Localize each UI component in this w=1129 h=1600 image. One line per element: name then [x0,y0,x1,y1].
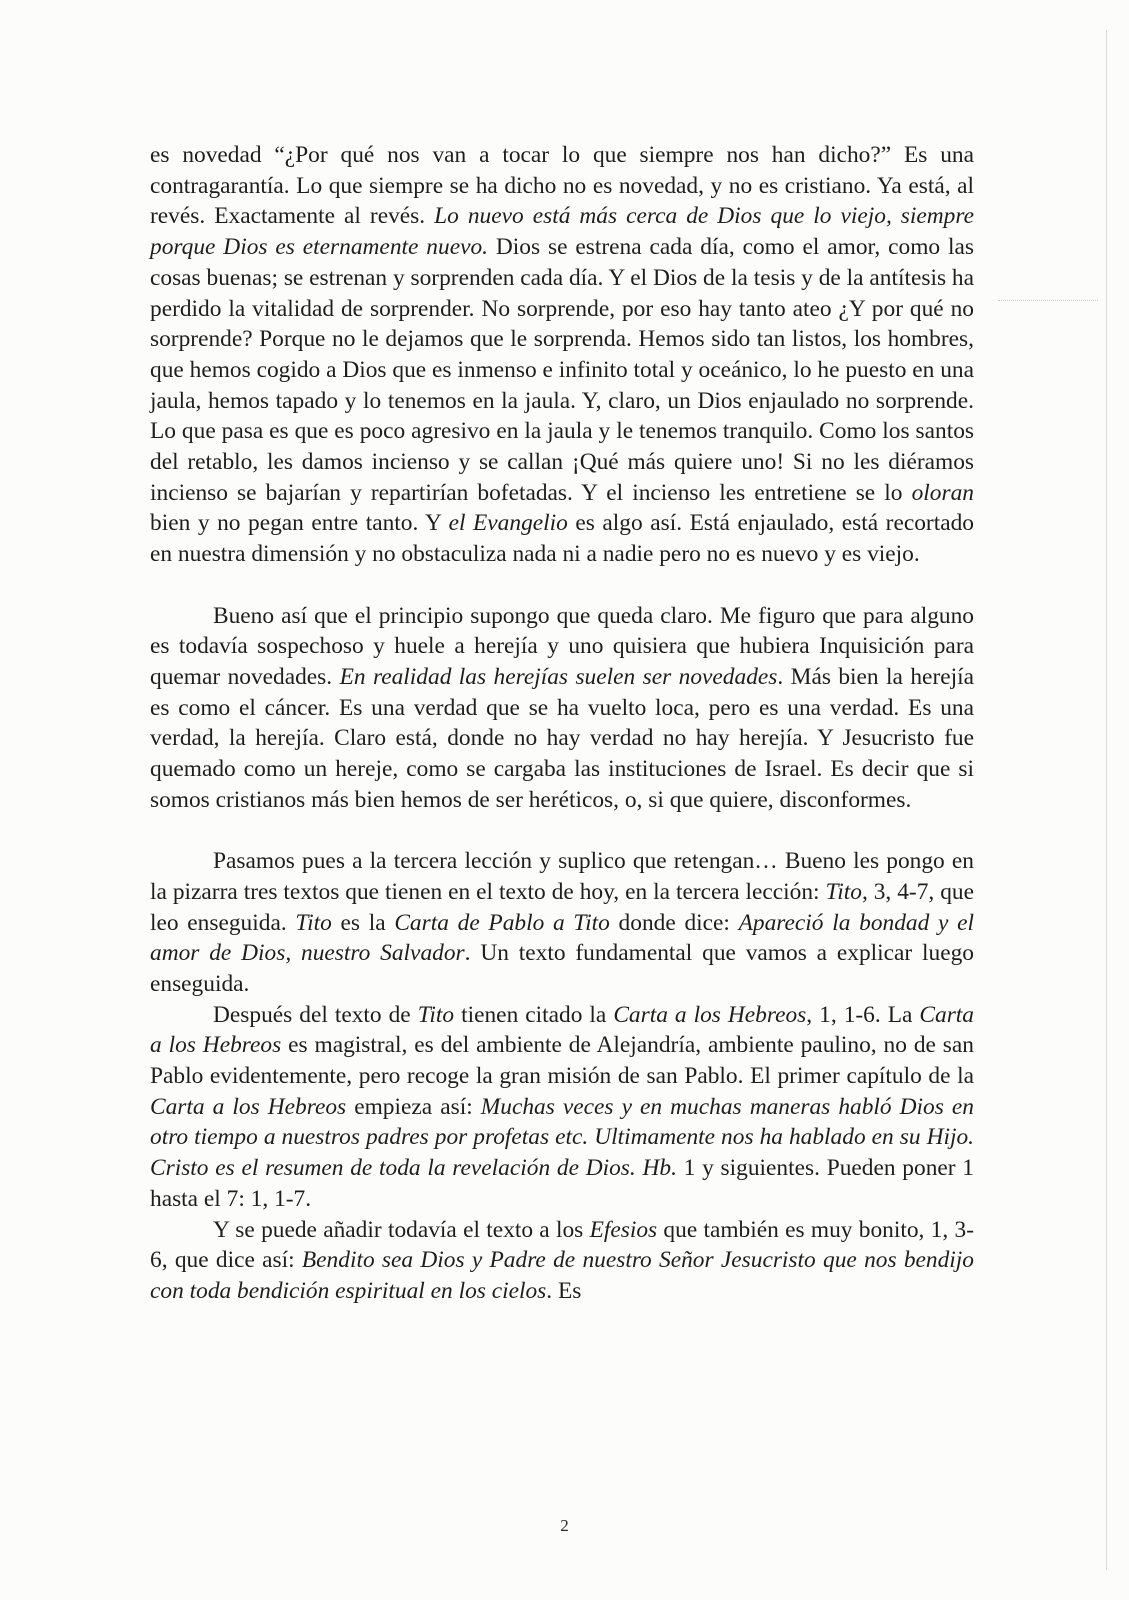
italic-run: Muchas veces y en muchas maneras habló Dios en otro tiempo a nuestros padres por profetas etc. Ultimamente nos ha hablado en su Hijo. Cristo es el resumen de toda la revelación de Dios. Hb. [150,1093,974,1182]
text-run: donde dice: [609,909,739,936]
italic-run: En realidad las herejías suelen ser novedades [339,663,778,690]
italic-run: Carta de Pablo a Tito [394,909,610,936]
paragraph [150,1215,974,1307]
text-run: tienen citado la [454,1001,614,1028]
text-run: Dios se estrena cada día, como el amor, como las cosas buenas; se estrenan y sorprenden cada día. Y el Dios de la tesis y de la antítesis ha perdido la vitalidad de sorprender. No sorprende, por eso hay tanto ateo ¿Y por qué no sorprende? Porque no le dejamos que le sorprenda. Hemos sido tan listos, los hombres, que hemos cogido a Dios que es inmenso e infinito total y oceánico, lo he puesto en una jaula, hemos tapado y lo tenemos en la jaula. Y, claro, un Dios enjaulado no sorprende. Lo que pasa es que es poco agresivo en la jaula y le tenemos tranquilo. Como los santos del retablo, les damos incienso y se callan ¡Qué más quiere uno! Si no les diéramos incienso se bajarían y repartirían bofetadas. Y el incienso les entretiene se lo [150,234,974,506]
scan-edge-dots [998,300,1098,302]
text-run: es novedad “¿Por qué nos van a tocar lo que siempre nos han dicho?” Es una contragarantía. Lo que siempre se ha dicho no es novedad, y no es cristiano. Ya está, al revés. Exactamente al revés. [150,142,974,230]
text-run: es la [331,909,395,936]
page-number: 2 [560,1516,569,1535]
italic-run: Apareció la bondad y el amor de Dios, nuestro Salvador [150,909,974,967]
text-run: . Es [546,1277,582,1304]
text-run: . Un texto fundamental que vamos a explicar luego enseguida. [150,940,974,997]
italic-run: Tito [295,909,332,936]
paragraph [150,846,974,1000]
italic-run: Carta a los Hebreos [150,1093,347,1120]
text-run: es algo así. Está enjaulado, está recortado en nuestra dimensión y no obstaculiza nada ni a nadie pero no es nuevo y es viejo. [150,510,974,568]
paragraph [150,601,974,816]
italic-run: Carta a los Hebreos [613,1001,807,1028]
text-run: 1 y siguientes. Pueden poner 1 hasta el 7: 1, 1-7. [150,1155,974,1212]
italic-run: Tito [825,878,862,905]
body-text [150,140,974,1307]
italic-run: Carta a los Hebreos [150,1001,974,1059]
text-run: Bueno así que el principio supongo que queda claro. Me figuro que para alguno es todavía sospechoso y huele a herejía y uno quisiera que hubiera Inquisición para quemar novedades. [150,602,974,690]
text-run: bien y no pegan entre tanto. Y [150,510,449,537]
paragraph [150,1000,974,1215]
text-run: , 3, 4-7, que leo enseguida. [150,878,974,936]
text-run: Y se puede añadir todavía el texto a los [213,1216,590,1243]
text-run: empieza así: [346,1093,481,1120]
italic-run: Efesios [589,1216,658,1243]
text-run: . Más bien la herejía es como el cáncer. Es una verdad que se ha vuelto loca, pero es una verdad. Es una verdad, la herejía. Claro está, donde no hay verdad no hay herejía. Y Jesucristo fue quemado como un hereje, como se cargaba las instituciones de Israel. Es decir que si somos cristianos más bien hemos de ser heréticos, o, si que quiere, disconformes. [150,663,974,813]
text-run: Después del texto de [213,1001,418,1028]
text-run: Pasamos pues a la tercera lección y suplico que retengan… Bueno les pongo en la pizarra tres textos que tienen en el texto de hoy, en la tercera lección: [150,848,974,905]
italic-run: el Evangelio [448,510,568,537]
italic-run: Tito [417,1001,455,1028]
italic-run: oloran [911,479,974,506]
text-run: es magistral, es del ambiente de Alejandría, ambiente paulino, no de san Pablo evidentemente, pero recoge la gran misión de san Pablo. El primer capítulo de la [150,1032,974,1090]
italic-run: Lo nuevo está más cerca de Dios que lo viejo, siempre porque Dios es eternamente nuevo. [150,203,974,261]
scan-edge-line [1106,30,1107,1570]
italic-run: Bendito sea Dios y Padre de nuestro Señor Jesucristo que nos bendijo con toda bendición espiritual en los cielos [150,1247,974,1304]
paragraph [150,140,974,570]
text-run: que también es muy bonito, 1, 3-6, que dice así: [150,1216,974,1274]
text-run: , 1, 1-6. La [806,1001,920,1028]
